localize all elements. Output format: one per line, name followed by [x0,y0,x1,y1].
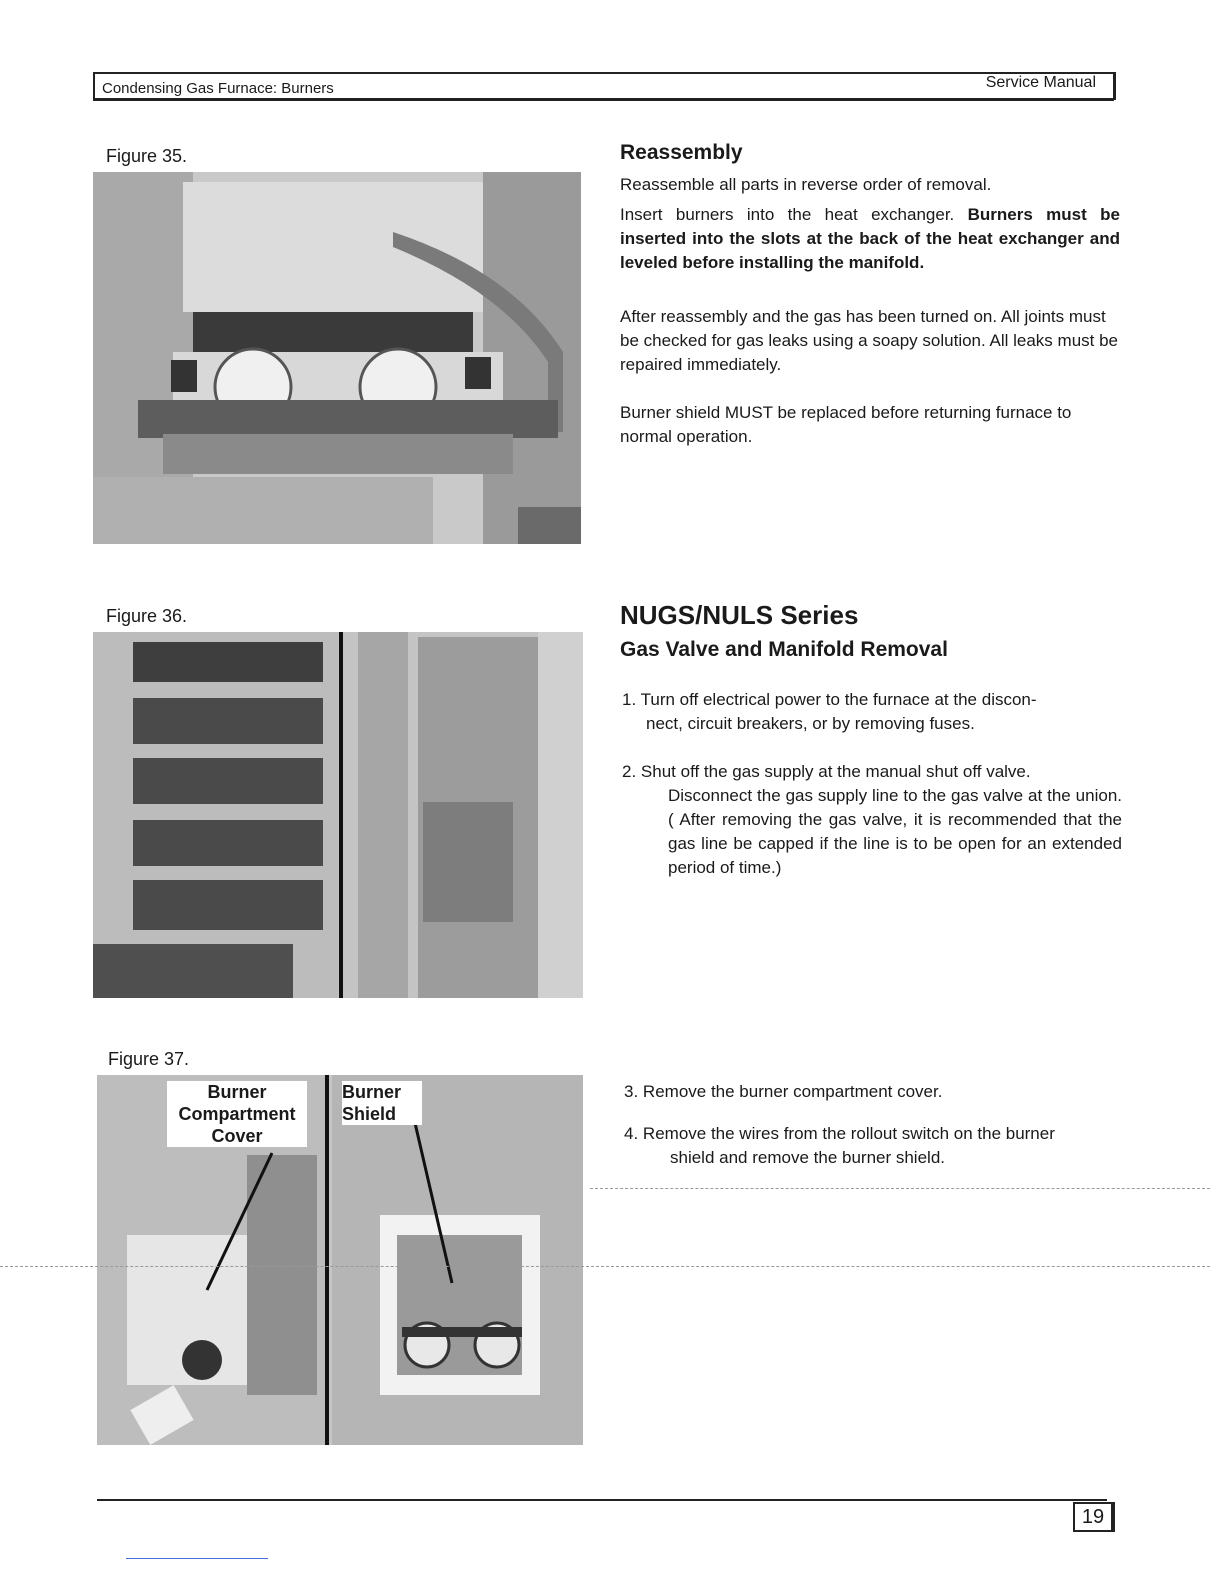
header-title: Condensing Gas Furnace: Burners [102,80,334,97]
header-manual-label: Service Manual [985,74,1096,91]
burner-shield-callout: Burner Shield [342,1081,422,1125]
step-2-continuation: Disconnect the gas supply line to the gas valve at the union. ( After removing the gas valve, it is recommended that the gas line be capped if the line is to be open for an extended period of time.) [668,786,1122,877]
figure-37-photo [97,1075,583,1445]
figure-36-label: Figure 36. [106,606,188,626]
reassembly-body [620,173,1120,449]
reassembly-para-4: Burner shield MUST be replaced before returning furnace to normal operation. [620,403,1072,446]
step-1-text: Turn off electrical power to the furnace at the discon- [640,690,1037,709]
figure-35-label: Figure 35. [106,146,188,166]
nugs-series-heading: NUGS/NULS Series [620,600,859,630]
figure-35-photo [93,172,581,544]
step-1-number: 1. [622,690,637,709]
reassembly-para-2-bold: Burners must be inserted into the slots at the back of the heat exchanger and leveled before installing the manifold. [620,205,1120,272]
step-4-continuation: shield and remove the burner shield. [670,1148,945,1167]
page-number: 19 [1073,1502,1115,1532]
reassembly-para-2-plain: Insert burners into the heat exchanger. [620,205,968,224]
circuit-breaker-panel-image [93,632,583,998]
footer-blue-underline [126,1558,268,1559]
gas-valve-removal-heading: Gas Valve and Manifold Removal [620,638,948,661]
step-3-text: Remove the burner compartment cover. [642,1082,943,1101]
figure-37-label: Figure 37. [108,1049,190,1069]
step-4-number: 4. [624,1124,639,1143]
footer-rule [97,1499,1107,1501]
step-2-number: 2. [622,762,637,781]
step-1-continuation: nect, circuit breakers, or by removing fuses. [646,714,975,733]
burner-compartment-cover-callout: Burner Compartment Cover [167,1081,307,1147]
reassembly-para-2 [620,203,1120,275]
header-rule [93,98,1114,101]
figure-36-photo [93,632,583,998]
step-4 [624,1122,1124,1170]
burner-assembly-image [93,172,581,544]
scan-artifact-line [590,1188,1210,1190]
reassembly-para-1: Reassemble all parts in reverse order of removal. [620,175,992,194]
step-4-text: Remove the wires from the rollout switch on the burner [642,1124,1055,1143]
step-3 [624,1080,1124,1104]
reassembly-heading: Reassembly [620,141,743,164]
step-1 [622,688,1122,736]
step-2-text: Shut off the gas supply at the manual shut off valve. [640,762,1031,781]
scan-artifact-line [0,1266,1210,1268]
reassembly-para-3: After reassembly and the gas has been turned on. All joints must be checked for gas leaks using a soapy solution. All leaks must be repaired immediately. [620,307,1119,374]
step-2 [622,760,1122,880]
step-3-number: 3. [624,1082,639,1101]
